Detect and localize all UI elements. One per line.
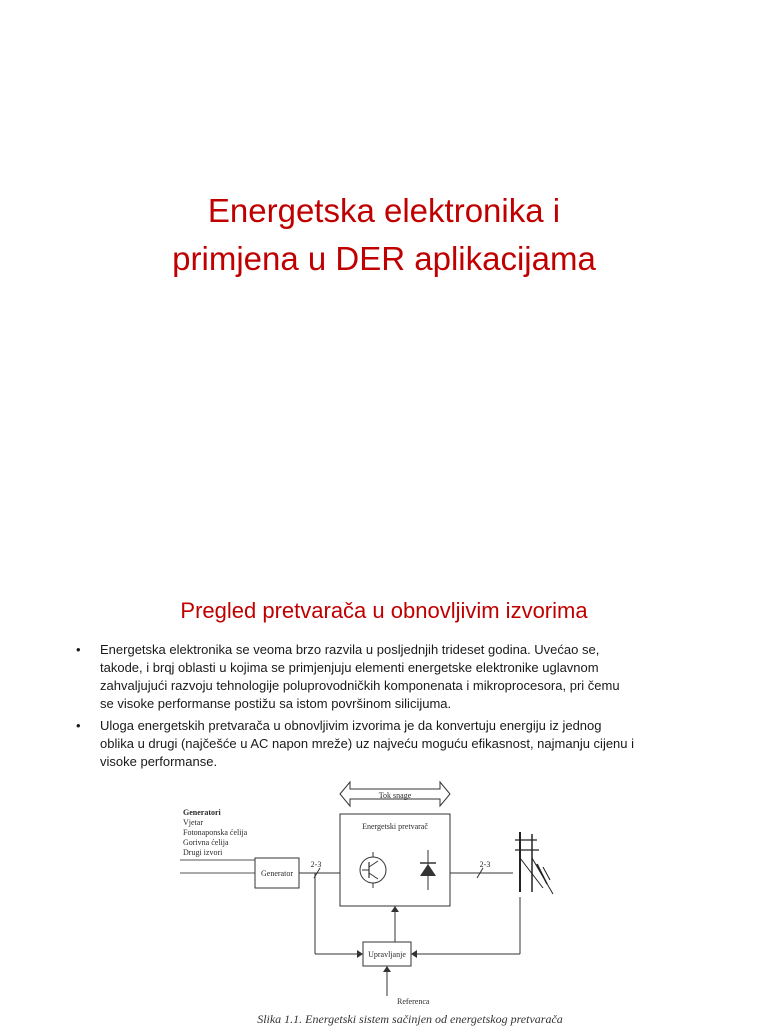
bullet-item	[76, 717, 675, 771]
power-flow-arrow	[340, 782, 450, 806]
bullet-marker: •	[76, 642, 81, 657]
figure-caption: Slika 1.1. Energetski sistem sačinjen od energetskog pretvarača	[257, 1012, 563, 1026]
bullet-line: oblika u drugi (najčešće u AC napon mreže) uz najveću moguću efikasnost, najmanju cijenu i	[100, 736, 635, 751]
bullet-line: Energetska elektronika se veoma brzo razvila u posljednjih trideset godina. Uvećao se,	[100, 642, 600, 657]
bullet-line: zahvaljujući razvoju tehnologije poluprovodničkih komponenata i mikroprocesora, pri čemu	[100, 678, 620, 693]
content-slide	[0, 512, 768, 1024]
output-phase-label: 2-3	[479, 860, 491, 869]
input-phase-label: 2-3	[310, 860, 322, 869]
power-flow-label: Tok snage	[378, 791, 412, 800]
source-item: Fotonaponska ćelija	[183, 828, 248, 837]
generator-block	[255, 858, 299, 888]
control-block	[363, 942, 411, 966]
generators-heading: Generatori	[183, 808, 221, 817]
transmission-tower-icon	[515, 832, 553, 894]
section-heading: Pregled pretvarača u obnovljivim izvorima	[180, 598, 588, 623]
source-item: Vjetar	[183, 818, 203, 827]
bullet-item	[76, 641, 675, 713]
bullet-marker: •	[76, 718, 81, 733]
source-item: Drugi izvori	[183, 848, 223, 857]
bullet-line: takode, i brqj oblasti u kojima se primjenjuju elementi energetske elektronike uglavnom	[100, 660, 599, 675]
reference-label: Referenca	[397, 997, 430, 1006]
generator-sources-list	[180, 808, 255, 873]
converter-label: Energetski pretvarač	[362, 822, 428, 831]
slide-title	[60, 187, 708, 283]
generator-label: Generator	[261, 869, 293, 878]
source-item: Gorivna ćelija	[183, 838, 229, 847]
title-line-1: Energetska elektronika i	[207, 192, 561, 229]
title-line-2: primjena u DER aplikacijama	[172, 240, 596, 277]
power-converter-diagram	[175, 772, 575, 1012]
bullet-line: Uloga energetskih pretvarača u obnovljivim izvorima je da konvertuju energiju iz jednog	[100, 718, 602, 733]
control-label: Upravljanje	[368, 950, 406, 959]
converter-block	[340, 814, 450, 906]
bullet-list	[76, 641, 675, 775]
title-slide	[0, 0, 768, 512]
bullet-line: visoke performanse.	[100, 754, 218, 769]
bullet-line: se visoke performanse postižu sa istom površinom silicijuma.	[100, 696, 452, 711]
